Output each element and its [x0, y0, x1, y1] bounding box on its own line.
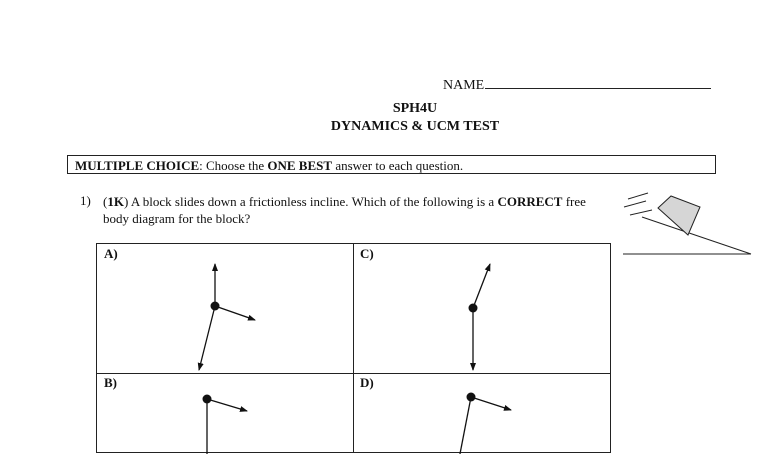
option-d-force-down-left	[459, 397, 471, 454]
option-d-label[interactable]: D)	[360, 375, 374, 391]
question-number: 1)	[80, 193, 91, 209]
option-a-diagram	[199, 264, 255, 370]
section-instr-emph: ONE BEST	[267, 158, 332, 173]
question-text-b: free body diagram for the block?	[103, 194, 586, 226]
option-b-dot	[203, 395, 212, 404]
motion-line-2	[624, 201, 646, 207]
option-b-label[interactable]: B)	[104, 375, 117, 391]
motion-line-3	[630, 210, 652, 215]
option-c-force-up-right	[473, 264, 490, 308]
free-body-diagrams	[97, 244, 612, 454]
option-b-diagram	[203, 395, 248, 454]
option-c-dot	[469, 304, 478, 313]
test-title: DYNAMICS & UCM TEST	[0, 119, 784, 135]
option-a-force-down-left	[199, 306, 215, 370]
incline-surface	[642, 217, 751, 254]
name-field	[443, 74, 711, 94]
question-marks: 1K	[107, 194, 124, 209]
option-c-diagram	[469, 264, 491, 370]
section-instr-a: : Choose the	[199, 158, 267, 173]
option-a-dot	[211, 302, 220, 311]
option-a-label[interactable]: A)	[104, 246, 118, 262]
option-d-diagram	[459, 393, 511, 454]
option-c-label[interactable]: C)	[360, 246, 374, 262]
section-instructions-box	[67, 155, 716, 174]
question-text: (1K) A block slides down a frictionless incline. Which of the following is a CORRECT free body diagram for the block?	[103, 193, 593, 227]
answer-options-grid	[96, 243, 611, 453]
name-blank-line[interactable]	[485, 74, 711, 89]
option-b-force-right	[207, 399, 247, 411]
option-a-force-right	[215, 306, 255, 320]
option-d-force-right	[471, 397, 511, 410]
question-text-a: A block slides down a frictionless incline. Which of the following is a	[128, 194, 497, 209]
option-d-dot	[467, 393, 476, 402]
incline-block-figure	[618, 185, 758, 260]
course-code: SPH4U	[0, 101, 784, 117]
section-instr-b: answer to each question.	[332, 158, 463, 173]
name-label: NAME	[443, 78, 484, 93]
motion-line-1	[628, 193, 648, 199]
question-text-emph: CORRECT	[497, 194, 562, 209]
section-heading: MULTIPLE CHOICE	[75, 158, 199, 173]
